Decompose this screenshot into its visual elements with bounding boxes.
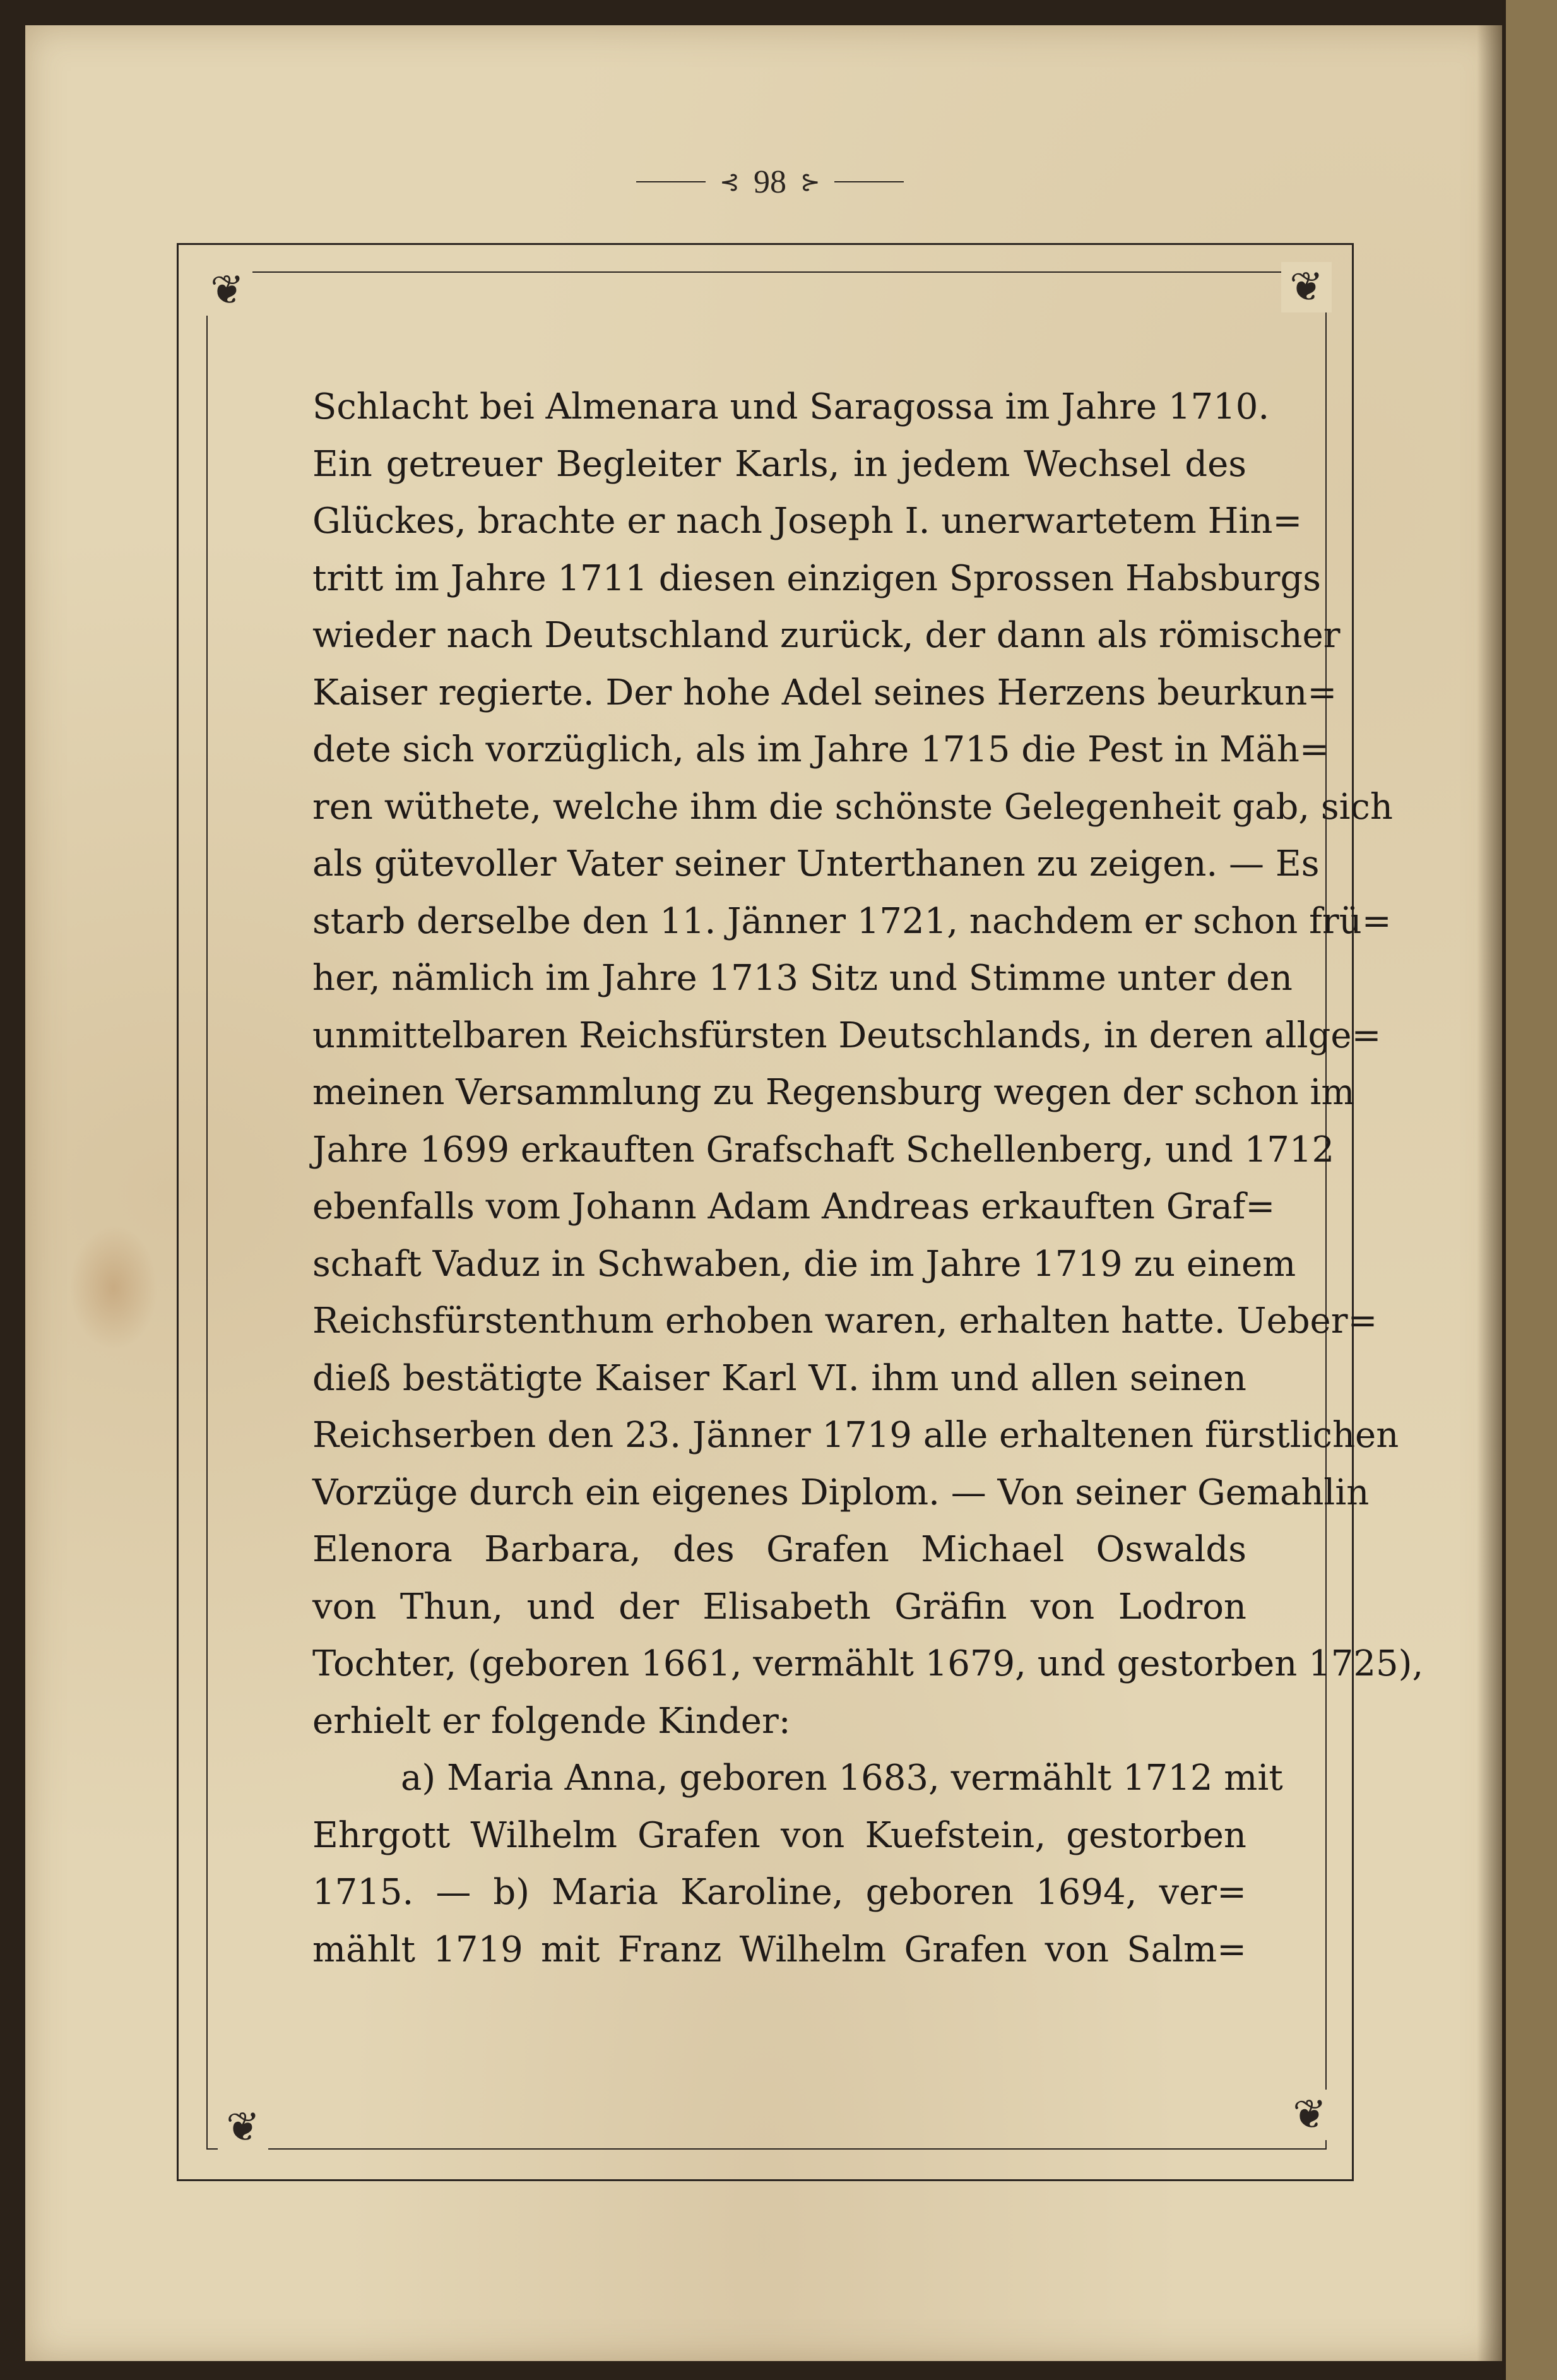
- corner-ornament-icon: ❦: [202, 265, 252, 316]
- corner-ornament-icon: ❦: [218, 2102, 268, 2153]
- text-line: Ehrgott Wilhelm Grafen von Kuefstein, gestorben: [312, 1814, 1246, 1856]
- corner-ornament-icon: ❦: [1281, 262, 1332, 312]
- text-line: Reichsfürstenthum erhoben waren, erhalten hatte. Ueber=: [312, 1300, 1378, 1342]
- text-line: wieder nach Deutschland zurück, der dann als römischer: [312, 615, 1341, 656]
- text-line: her, nämlich im Jahre 1713 Sitz und Stimme unter den: [312, 958, 1293, 999]
- text-line: Ein getreuer Begleiter Karls, in jedem Wechsel des: [312, 443, 1246, 485]
- text-line: tritt im Jahre 1711 diesen einzigen Sprossen Habsburgs: [312, 557, 1322, 599]
- text-line: Schlacht bei Almenara und Saragossa im Jahre 1710.: [312, 386, 1270, 427]
- page-stain: [69, 1225, 158, 1351]
- header-rule-right: [834, 181, 904, 182]
- page-header: [593, 163, 947, 201]
- text-line: Kaiser regierte. Der hohe Adel seines Herzens beurkun=: [312, 672, 1337, 713]
- adjacent-page-edge: [1502, 0, 1557, 2380]
- text-line: Reichserben den 23. Jänner 1719 alle erhaltenen fürstlichen: [312, 1415, 1399, 1456]
- spine-shadow: [1477, 25, 1502, 2361]
- text-line: Tochter, (geboren 1661, vermählt 1679, und gestorben 1725),: [312, 1643, 1424, 1684]
- text-line: a) Maria Anna, geboren 1683, vermählt 1712 mit: [401, 1758, 1283, 1799]
- text-line: dete sich vorzüglich, als im Jahre 1715 die Pest in Mäh=: [312, 729, 1329, 770]
- text-line: schaft Vaduz in Schwaben, die im Jahre 1719 zu einem: [312, 1243, 1296, 1285]
- text-line: als gütevoller Vater seiner Unterthanen zu zeigen. — Es: [312, 843, 1320, 884]
- text-line: ebenfalls vom Johann Adam Andreas erkauften Graf=: [312, 1186, 1276, 1227]
- ornament-right-icon: ⊱: [800, 168, 820, 196]
- text-line: meinen Versammlung zu Regensburg wegen der schon im: [312, 1072, 1355, 1113]
- text-line: Vorzüge durch ein eigenes Diplom. — Von seiner Gemahlin: [312, 1472, 1370, 1513]
- text-line: unmittelbaren Reichsfürsten Deutschlands, in deren allge=: [312, 1014, 1382, 1056]
- text-line: starb derselbe den 11. Jänner 1721, nachdem er schon frü=: [312, 900, 1392, 942]
- header-rule-left: [636, 181, 706, 182]
- page-number: 98: [754, 164, 786, 200]
- corner-ornament-icon: ❦: [1284, 2090, 1335, 2140]
- text-line: mählt 1719 mit Franz Wilhelm Grafen von Salm=: [312, 1929, 1246, 1970]
- text-line: Glückes, brachte er nach Joseph I. unerwartetem Hin=: [312, 501, 1303, 542]
- text-line: dieß bestätigte Kaiser Karl VI. ihm und allen seinen: [312, 1357, 1246, 1399]
- text-line: Elenora Barbara, des Grafen Michael Oswalds: [312, 1529, 1246, 1570]
- text-line: Jahre 1699 erkauften Grafschaft Schellenberg, und 1712: [312, 1129, 1335, 1170]
- text-line: erhielt er folgende Kinder:: [312, 1700, 791, 1742]
- ornament-left-icon: ⊰: [719, 168, 740, 196]
- body-text: [312, 379, 1424, 1978]
- text-line: 1715. — b) Maria Karoline, geboren 1694, ver=: [312, 1872, 1246, 1913]
- text-line: ren wüthete, welche ihm die schönste Gelegenheit gab, sich: [312, 786, 1393, 828]
- text-line: von Thun, und der Elisabeth Gräfin von Lodron: [312, 1586, 1246, 1627]
